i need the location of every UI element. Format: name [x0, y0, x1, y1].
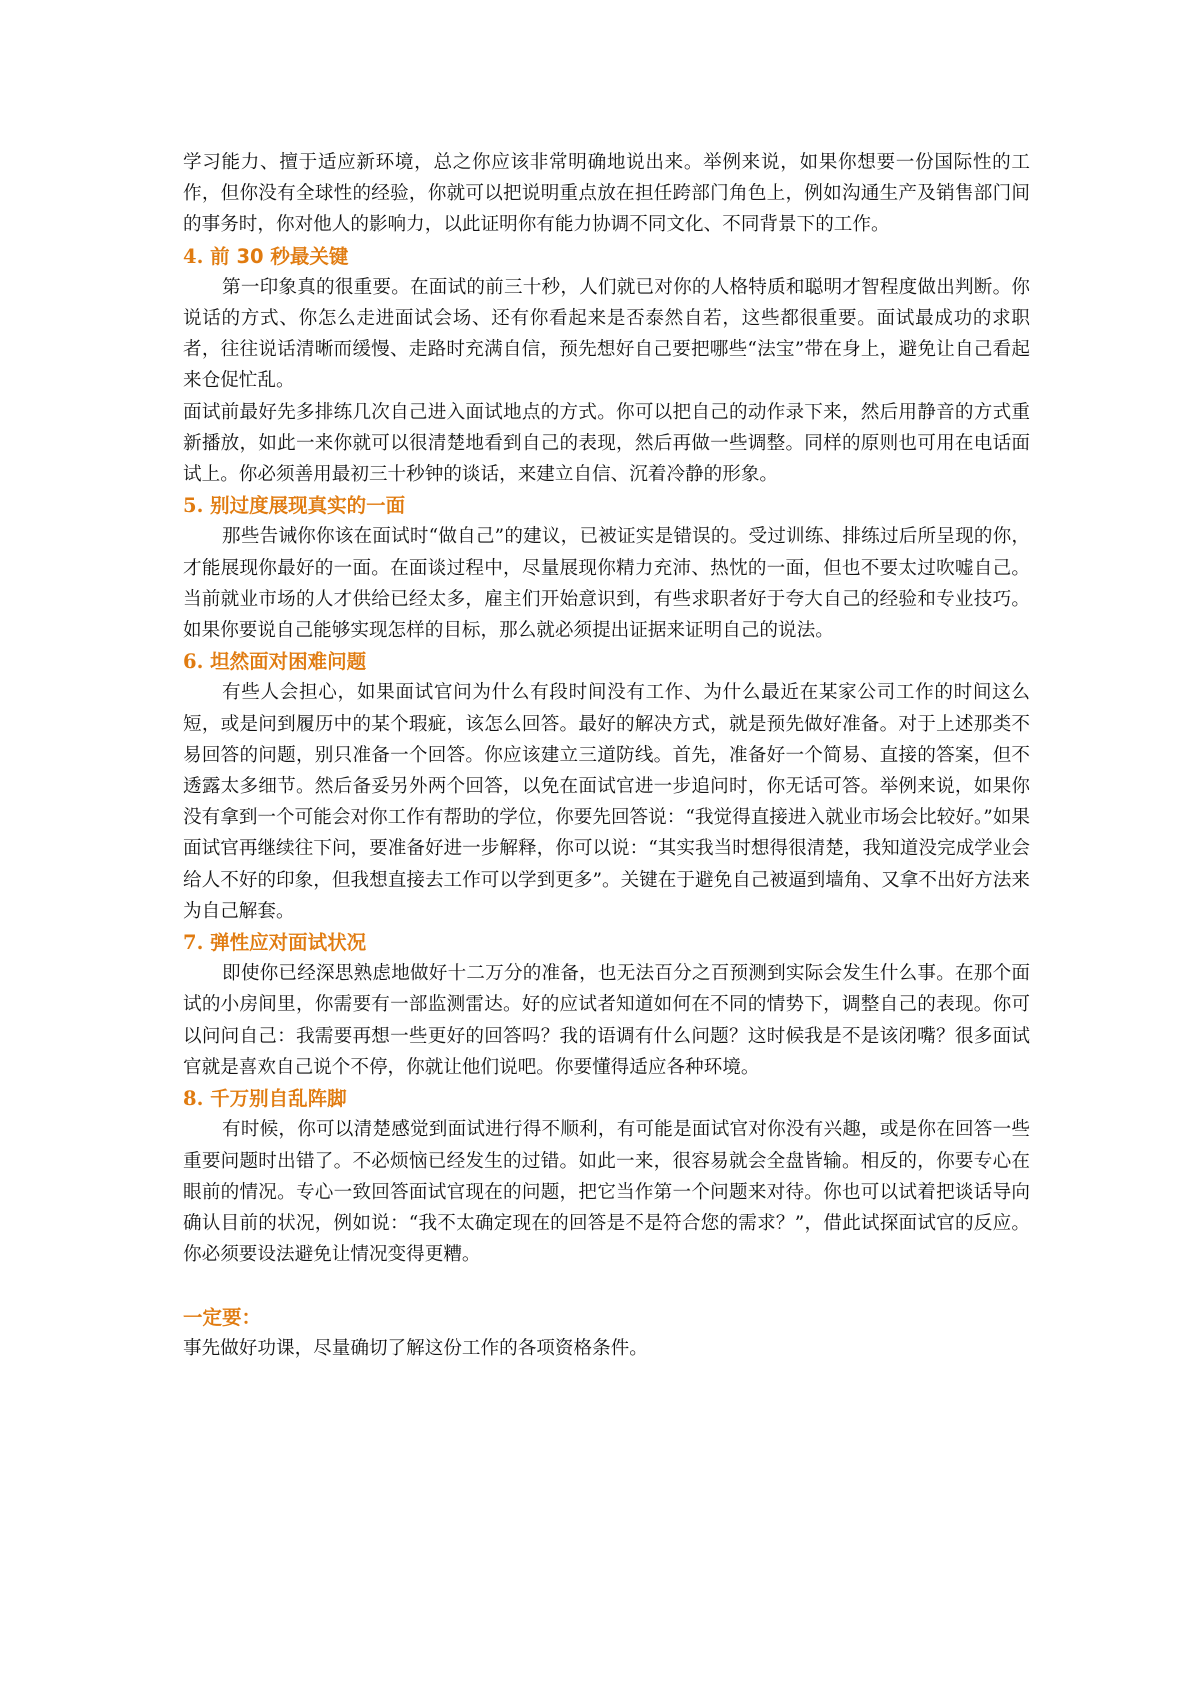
section-title: 前 30 秒最关键: [210, 244, 349, 268]
section-title: 千万别自乱阵脚: [210, 1087, 347, 1111]
section-heading: [183, 241, 1030, 272]
section-heading: [183, 1083, 1030, 1114]
must-do-section: [183, 1302, 1030, 1364]
section-5: [183, 490, 1030, 646]
document-page: [183, 147, 1030, 1364]
section-6: [183, 646, 1030, 927]
section-heading: [183, 490, 1030, 521]
section-spacer: [183, 1270, 1030, 1301]
section-paragraph: 那些告诫你你该在面试时“做自己”的建议，已被证实是错误的。受过训练、排练过后所呈现的你，才能展现你最好的一面。在面谈过程中，尽量展现你精力充沛、热忱的一面，但也不要太过吹嘘自己。当前就业市场的人才供给已经太多，雇主们开始意识到，有些求职者好于夸大自己的经验和专业技巧。如果你要说自己能够实现怎样的目标，那么就必须提出证据来证明自己的说法。: [183, 526, 1030, 642]
must-do-heading: 一定要：: [183, 1305, 262, 1329]
section-paragraph: 即使你已经深思熟虑地做好十二万分的准备，也无法百分之百预测到实际会发生什么事。在那个面试的小房间里，你需要有一部监测雷达。好的应试者知道如何在不同的情势下，调整自己的表现。你可以问问自己：我需要再想一些更好的回答吗？我的语调有什么问题？这时候我是不是该闭嘴？很多面试官就是喜欢自己说个不停，你就让他们说吧。你要懂得适应各种环境。: [183, 963, 1030, 1078]
section-paragraph: 第一印象真的很重要。在面试的前三十秒，人们就已对你的人格特质和聪明才智程度做出判断。你说话的方式、你怎么走进面试会场、还有你看起来是否泰然自若，这些都很重要。面试最成功的求职者，往往说话清晰而缓慢、走路时充满自信，预先想好自己要把哪些“法宝”带在身上，避免让自己看起来仓促忙乱。: [183, 276, 1030, 392]
section-title: 弹性应对面试状况: [210, 931, 367, 955]
section-heading: [183, 646, 1030, 677]
section-number: 6.: [183, 650, 204, 674]
section-7: [183, 927, 1030, 1083]
section-number: 8.: [183, 1087, 204, 1111]
section-4: [183, 241, 1030, 491]
section-heading: [183, 927, 1030, 958]
section-title: 坦然面对困难问题: [210, 650, 367, 674]
section-title: 别过度展现真实的一面: [210, 494, 406, 518]
section-8: [183, 1083, 1030, 1270]
section-paragraph: 有些人会担心，如果面试官问为什么有段时间没有工作、为什么最近在某家公司工作的时间这么短，或是问到履历中的某个瑕疵，该怎么回答。最好的解决方式，就是预先做好准备。对于上述那类不易回答的问题，别只准备一个回答。你应该建立三道防线。首先，准备好一个简易、直接的答案，但不透露太多细节。然后备妥另外两个回答，以免在面试官进一步追问时，你无话可答。举例来说，如果你没有拿到一个可能会对你工作有帮助的学位，你要先回答说：“我觉得直接进入就业市场会比较好。”如果面试官再继续往下问，要准备好进一步解释，你可以说：“其实我当时想得很清楚，我知道没完成学业会给人不好的印象，但我想直接去工作可以学到更多”。关键在于避免自己被逼到墙角、又拿不出好方法来为自己解套。: [183, 682, 1030, 922]
must-do-paragraph: 事先做好功课，尽量确切了解这份工作的各项资格条件。: [183, 1337, 648, 1359]
section-paragraph: 有时候，你可以清楚感觉到面试进行得不顺利，有可能是面试官对你没有兴趣，或是你在回答一些重要问题时出错了。不必烦恼已经发生的过错。如此一来，很容易就会全盘皆输。相反的，你要专心在眼前的情况。专心一致回答面试官现在的问题，把它当作第一个问题来对待。你也可以试着把谈话导向确认目前的状况，例如说：“我不太确定现在的回答是不是符合您的需求？”，借此试探面试官的反应。你必须要设法避免让情况变得更糟。: [183, 1119, 1030, 1266]
section-number: 7.: [183, 931, 204, 955]
section-number: 5.: [183, 494, 204, 518]
section-number: 4.: [183, 244, 204, 268]
intro-paragraph: 学习能力、擅于适应新环境，总之你应该非常明确地说出来。举例来说，如果你想要一份国际性的工作，但你没有全球性的经验，你就可以把说明重点放在担任跨部门角色上，例如沟通生产及销售部门间的事务时，你对他人的影响力，以此证明你有能力协调不同文化、不同背景下的工作。: [183, 152, 1030, 236]
section-paragraph: 面试前最好先多排练几次自己进入面试地点的方式。你可以把自己的动作录下来，然后用静音的方式重新播放，如此一来你就可以很清楚地看到自己的表现，然后再做一些调整。同样的原则也可用在电话面试上。你必须善用最初三十秒钟的谈话，来建立自信、沉着冷静的形象。: [183, 401, 1030, 486]
